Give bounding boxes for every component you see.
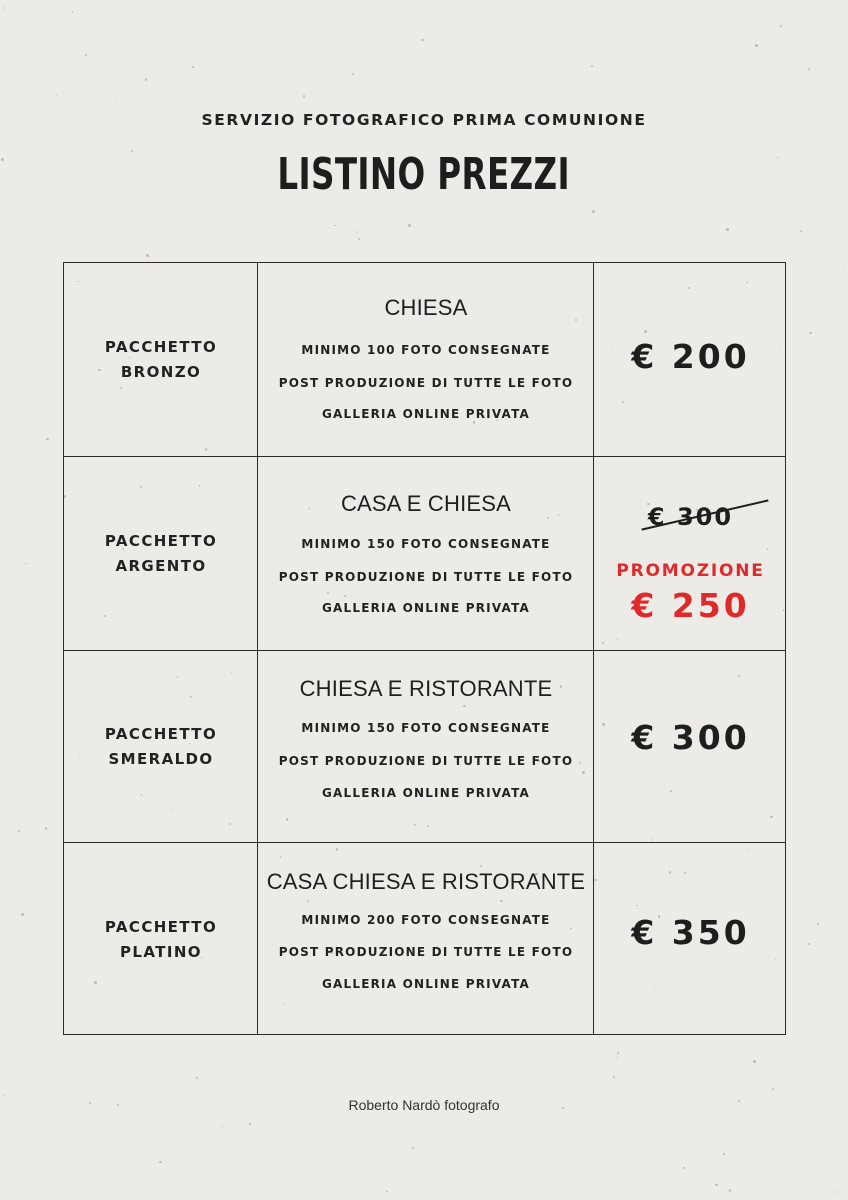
paper-speck [683, 1167, 684, 1168]
paper-speck [85, 54, 87, 56]
package-name [64, 843, 258, 1036]
paper-speck [616, 1057, 617, 1058]
package-name-line2: PLATINO [120, 942, 202, 961]
table-row-bronzo [64, 263, 785, 457]
paper-speck [358, 238, 360, 240]
package-name-line1: PACCHETTO [104, 725, 218, 743]
old-price-value: € 300 [647, 503, 734, 531]
detail-line: POST PRODUZIONE DI TUTTE LE FOTO [278, 570, 574, 584]
paper-speck [421, 39, 423, 41]
paper-speck [530, 19, 531, 20]
paper-speck [723, 1153, 725, 1155]
package-description [258, 843, 594, 1036]
paper-speck [56, 95, 57, 96]
price-table [63, 262, 786, 1035]
paper-speck [780, 25, 782, 27]
service-title: CHIESA E RISTORANTE [299, 676, 553, 701]
paper-speck [357, 231, 359, 233]
paper-speck [303, 95, 306, 98]
price-value: € 300 [631, 718, 750, 757]
paper-speck [729, 1189, 732, 1192]
detail-line: GALLERIA ONLINE PRIVATA [321, 977, 531, 991]
paper-speck [45, 827, 48, 830]
paper-speck [72, 11, 73, 12]
paper-speck [21, 913, 24, 916]
old-price [648, 503, 733, 531]
package-description [258, 457, 594, 651]
paper-speck [726, 228, 729, 231]
page-title-text: LISTINO PREZZI [277, 149, 571, 200]
table-row-platino [64, 843, 785, 1036]
package-name-line2: SMERALDO [108, 750, 214, 768]
page-subtitle: SERVIZIO FOTOGRAFICO PRIMA COMUNIONE [201, 111, 647, 129]
paper-speck [18, 830, 20, 832]
price-value: € 350 [631, 913, 750, 952]
paper-speck [192, 66, 194, 68]
paper-speck [617, 1052, 619, 1054]
detail-line: MINIMO 150 FOTO CONSEGNATE [301, 721, 551, 735]
detail-line: MINIMO 200 FOTO CONSEGNATE [301, 913, 551, 927]
paper-speck [159, 1161, 162, 1164]
paper-speck [145, 78, 147, 80]
package-name-line1: PACCHETTO [104, 532, 218, 550]
package-name-line2: ARGENTO [115, 557, 207, 575]
package-name-line1: PACCHETTO [104, 338, 218, 356]
paper-speck [613, 1076, 615, 1078]
package-price [594, 651, 787, 843]
service-title: CASA CHIESA E RISTORANTE [266, 869, 586, 894]
package-name-line2: BRONZO [120, 363, 202, 381]
promo-price: € 250 [631, 586, 750, 625]
paper-speck [800, 230, 802, 232]
package-price [594, 263, 787, 457]
paper-speck [146, 254, 149, 257]
paper-speck [25, 563, 26, 564]
package-name [64, 263, 258, 457]
paper-speck [210, 91, 211, 92]
paper-speck [755, 44, 757, 46]
paper-speck [834, 1191, 836, 1193]
paper-speck [4, 7, 6, 9]
detail-line: GALLERIA ONLINE PRIVATA [321, 786, 531, 800]
price-value: € 200 [631, 337, 750, 376]
paper-speck [249, 1123, 251, 1125]
paper-speck [772, 1088, 774, 1090]
paper-speck [3, 1094, 5, 1096]
paper-speck [715, 1184, 718, 1187]
paper-speck [334, 225, 336, 227]
paper-speck [352, 73, 354, 75]
service-title: CASA E CHIESA [340, 491, 512, 516]
footer-credit: Roberto Nardò fotografo [348, 1097, 500, 1113]
paper-speck [809, 332, 812, 335]
package-description [258, 651, 594, 843]
detail-line: GALLERIA ONLINE PRIVATA [321, 407, 531, 421]
service-title: CHIESA [384, 295, 468, 320]
paper-speck [386, 1191, 387, 1192]
detail-line: POST PRODUZIONE DI TUTTE LE FOTO [278, 945, 574, 959]
paper-speck [408, 224, 411, 227]
paper-speck [808, 68, 811, 71]
promo-label: PROMOZIONE [616, 561, 765, 581]
detail-line: MINIMO 150 FOTO CONSEGNATE [301, 537, 551, 551]
package-price [594, 457, 787, 651]
package-name [64, 651, 258, 843]
page-title [0, 140, 848, 210]
paper-speck [591, 65, 593, 67]
package-description [258, 263, 594, 457]
detail-line: POST PRODUZIONE DI TUTTE LE FOTO [278, 754, 574, 768]
package-price [594, 843, 787, 1036]
package-name-line1: PACCHETTO [104, 917, 218, 936]
paper-speck [412, 1147, 414, 1149]
paper-speck [592, 210, 595, 213]
package-name [64, 457, 258, 651]
detail-line: MINIMO 100 FOTO CONSEGNATE [301, 343, 551, 357]
paper-speck [817, 923, 819, 925]
paper-speck [843, 264, 844, 265]
detail-line: POST PRODUZIONE DI TUTTE LE FOTO [278, 376, 574, 390]
paper-speck [808, 943, 810, 945]
old-price-wrap [594, 503, 787, 531]
paper-speck [222, 1127, 223, 1128]
detail-line: GALLERIA ONLINE PRIVATA [321, 601, 531, 615]
table-row-smeraldo [64, 651, 785, 843]
paper-speck [196, 1077, 198, 1079]
table-row-argento [64, 457, 785, 651]
paper-speck [46, 438, 49, 441]
paper-speck [753, 1060, 756, 1063]
paper-speck [115, 96, 116, 97]
